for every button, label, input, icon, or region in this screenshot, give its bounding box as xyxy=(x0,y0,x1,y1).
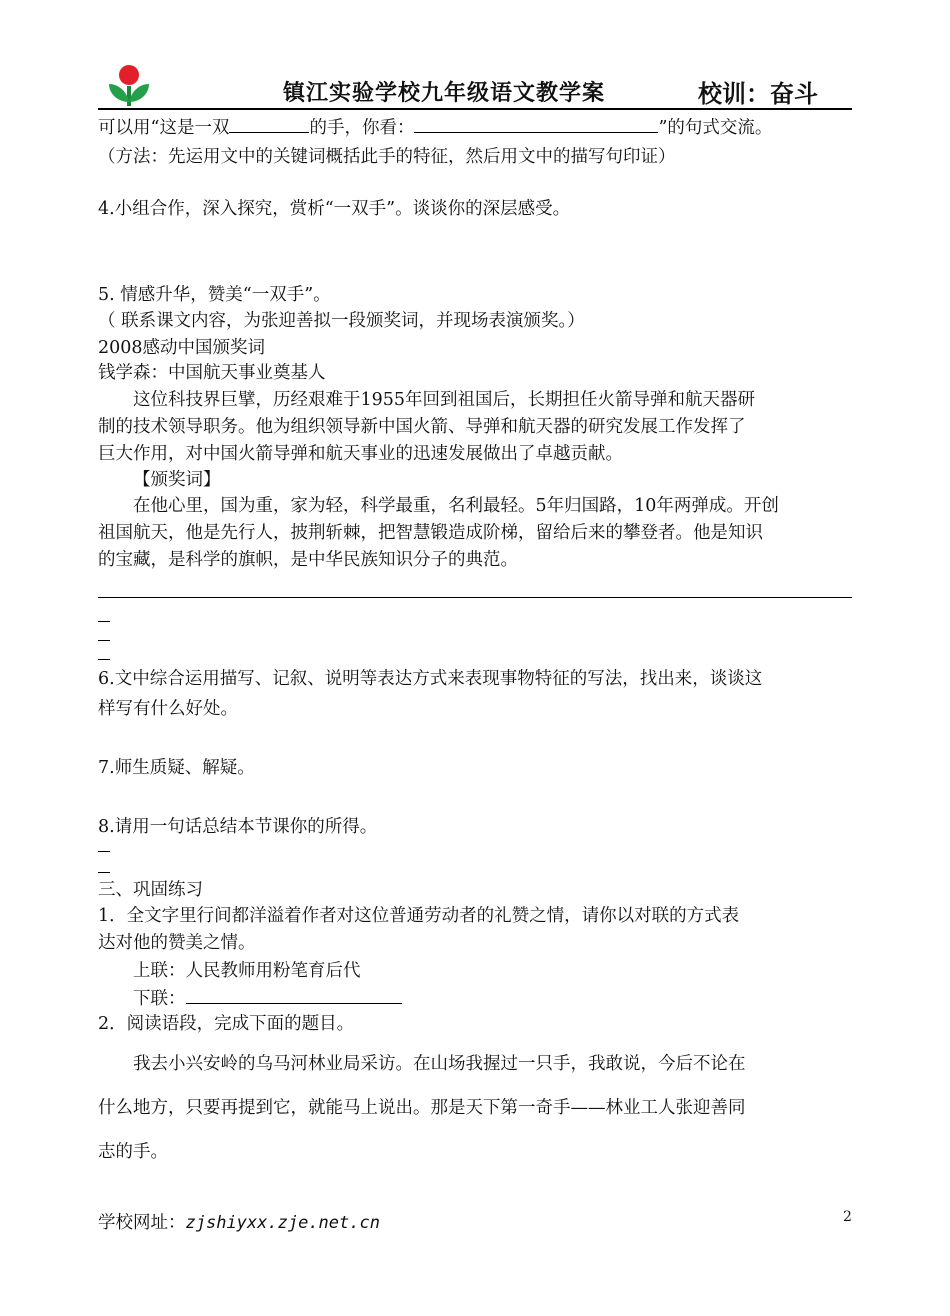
bio-line: 这位科技界巨擘，历经艰难于1955年回到祖国后，长期担任火箭导弹和航天器研 xyxy=(133,390,756,410)
section-heading: 三、巩固练习 xyxy=(98,880,203,900)
answer-blank[interactable] xyxy=(229,116,309,133)
exercise-2: 2．阅读语段，完成下面的题目。 xyxy=(98,1014,355,1034)
answer-dash[interactable] xyxy=(98,621,110,622)
exercise-1: 1．全文字里行间都洋溢着作者对这位普通劳动者的礼赞之情，请你以对联的方式表 xyxy=(98,906,740,926)
speech-line: 的宝藏，是科学的旗帜，是中华民族知识分子的典范。 xyxy=(98,550,518,570)
answer-dash[interactable] xyxy=(98,659,110,660)
passage-line: 志的手。 xyxy=(98,1142,168,1162)
answer-blank[interactable] xyxy=(186,987,402,1004)
page-header xyxy=(98,62,852,106)
answer-blank[interactable] xyxy=(414,116,658,133)
exercise-1: 达对他的赞美之情。 xyxy=(98,933,256,953)
question-6: 样写有什么好处。 xyxy=(98,699,238,719)
award-title: 2008感动中国颁奖词 xyxy=(98,338,266,358)
page-number: 2 xyxy=(843,1209,852,1225)
answer-line[interactable] xyxy=(98,597,852,598)
website-link[interactable]: zjshiyxx.zje.net.cn xyxy=(185,1213,380,1233)
passage-line: 我去小兴安岭的乌马河林业局采访。在山场我握过一只手，我敢说，今后不论在 xyxy=(133,1054,746,1074)
question-7: 7.师生质疑、解疑。 xyxy=(98,758,255,778)
header-divider xyxy=(98,108,852,110)
question-8: 8.请用一句话总结本节课你的所得。 xyxy=(98,817,378,837)
bio-line: 巨大作用，对中国火箭导弹和航天事业的迅速发展做出了卓越贡献。 xyxy=(98,444,623,464)
answer-dash[interactable] xyxy=(98,640,110,641)
method-note: （方法：先运用文中的关键词概括此手的特征，然后用文中的描写句印证） xyxy=(98,147,676,167)
question-5: 5. 情感升华，赞美“一双手”。 xyxy=(98,285,331,305)
question-5-note: （ 联系课文内容，为张迎善拟一段颁奖词，并现场表演颁奖。） xyxy=(98,311,585,331)
answer-dash[interactable] xyxy=(98,851,110,852)
text-line: 可以用“这是一双 的手，你看： ”的句式交流。 xyxy=(98,118,773,138)
speech-line: 祖国航天，他是先行人，披荆斩棘，把智慧锻造成阶梯，留给后来的攀登者。他是知识 xyxy=(98,523,763,543)
bio-line: 制的技术领导职务。他为组织领导新中国火箭、导弹和航天器的研究发展工作发挥了 xyxy=(98,417,746,437)
couplet-lower: 下联： xyxy=(133,987,402,1010)
question-6: 6.文中综合运用描写、记叙、说明等表达方式来表现事物特征的写法，找出来，谈谈这 xyxy=(98,669,763,689)
passage-line: 什么地方，只要再提到它，就能马上说出。那是天下第一奇手——林业工人张迎善同 xyxy=(98,1098,746,1118)
speech-line: 在他心里，国为重，家为轻，科学最重，名利最轻。5年归国路，10年两弹成。开创 xyxy=(133,496,779,516)
award-name: 钱学森：中国航天事业奠基人 xyxy=(98,363,326,383)
header-title: 镇江实验学校九年级语文教学案 xyxy=(283,81,606,106)
answer-dash[interactable] xyxy=(98,872,110,873)
header-motto: 校训：奋斗 xyxy=(698,80,818,108)
question-4: 4.小组合作，深入探究，赏析“一双手”。谈谈你的深层感受。 xyxy=(98,199,571,219)
school-website: 学校网址：zjshiyxx.zje.net.cn xyxy=(98,1213,380,1233)
award-label: 【颁奖词】 xyxy=(133,470,221,490)
couplet-upper: 上联：人民教师用粉笔育后代 xyxy=(133,961,361,981)
school-logo-icon xyxy=(104,62,154,106)
